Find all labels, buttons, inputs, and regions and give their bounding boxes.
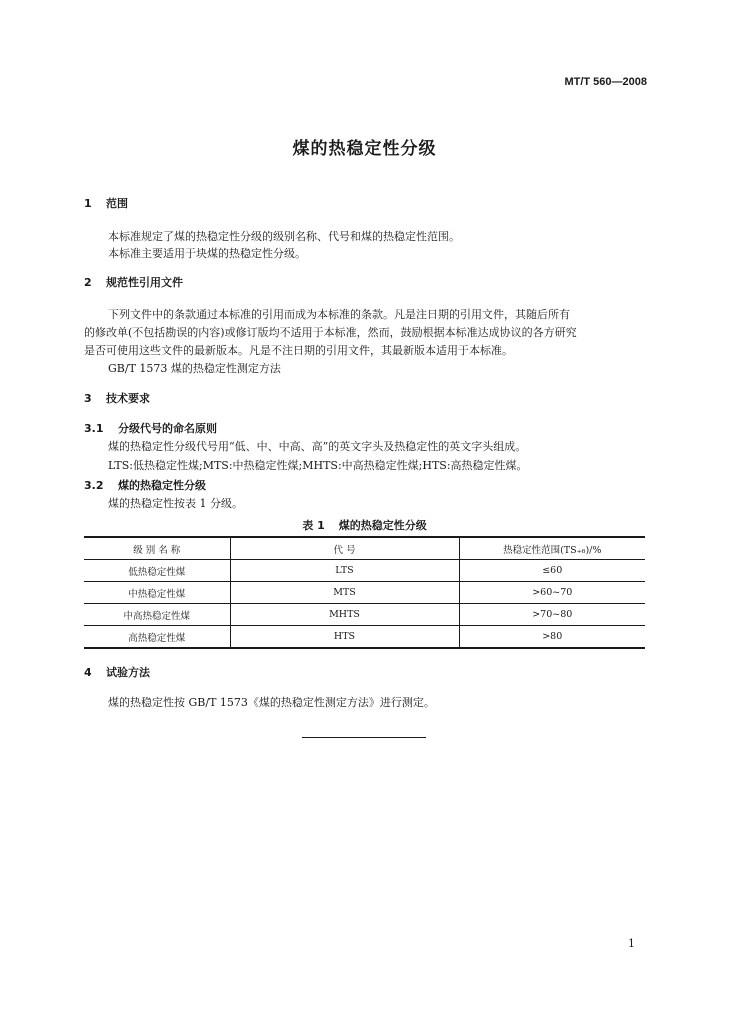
section-3-2-heading (84, 477, 206, 493)
section-number: 2 (84, 276, 92, 289)
coal-thermal-stability-table (84, 536, 645, 649)
section-number: 3.1 (84, 422, 104, 435)
table-caption (0, 517, 729, 533)
section-3-1-paragraph-1: 煤的热稳定性分级代号用“低、中、中高、高”的英文字头及热稳定性的英文字头组成。 (108, 440, 527, 453)
table-header-row (84, 537, 645, 560)
section-title: 技术要求 (106, 392, 150, 405)
section-2-paragraph-line-2: 的修改单(不包括勘误的内容)或修订版均不适用于本标准，然而，鼓励根据本标准达成协议的各方研究 (84, 326, 577, 339)
header-grade-name: 级 别 名 称 (84, 537, 230, 560)
section-number: 4 (84, 666, 92, 679)
end-separator-line (302, 737, 426, 738)
table-row (84, 604, 645, 626)
section-1-paragraph-2: 本标准主要适用于块煤的热稳定性分级。 (108, 247, 306, 260)
range-cell: ≤60 (459, 560, 645, 582)
section-title: 煤的热稳定性分级 (118, 479, 206, 492)
header-code: 代 号 (230, 537, 459, 560)
code-cell: MHTS (230, 604, 459, 626)
section-2-heading (84, 274, 183, 290)
section-4-paragraph: 煤的热稳定性按 GB/T 1573《煤的热稳定性测定方法》进行测定。 (108, 696, 435, 709)
section-3-1-paragraph-2: LTS:低热稳定性煤;MTS:中热稳定性煤;MHTS:中高热稳定性煤;HTS:高热稳定性煤。 (108, 459, 528, 472)
section-number: 3 (84, 392, 92, 405)
section-title: 规范性引用文件 (106, 276, 183, 289)
section-1-heading (84, 195, 128, 211)
section-3-heading (84, 390, 150, 406)
table-row (84, 626, 645, 649)
range-cell: >80 (459, 626, 645, 649)
table-row (84, 582, 645, 604)
section-2-paragraph-line-1: 下列文件中的条款通过本标准的引用而成为本标准的条款。凡是注日期的引用文件，其随后所有 (108, 308, 570, 321)
grade-name-cell: 中高热稳定性煤 (84, 604, 230, 626)
table-row (84, 560, 645, 582)
section-1-paragraph-1: 本标准规定了煤的热稳定性分级的级别名称、代号和煤的热稳定性范围。 (108, 230, 460, 243)
section-4-heading (84, 664, 150, 680)
normative-reference: GB/T 1573 煤的热稳定性测定方法 (108, 362, 281, 375)
grade-name-cell: 低热稳定性煤 (84, 560, 230, 582)
section-number: 3.2 (84, 479, 104, 492)
section-title: 试验方法 (106, 666, 150, 679)
code-cell: HTS (230, 626, 459, 649)
table-label: 表 1 (302, 519, 325, 532)
document-title: 煤的热稳定性分级 (292, 139, 437, 159)
section-2-paragraph-line-3: 是否可使用这些文件的最新版本。凡是不注日期的引用文件，其最新版本适用于本标准。 (84, 344, 513, 357)
code-cell: LTS (230, 560, 459, 582)
grade-name-cell: 高热稳定性煤 (84, 626, 230, 649)
header-stability-range: 热稳定性范围(TS₊₆)/% (459, 537, 645, 560)
section-number: 1 (84, 197, 92, 210)
standard-code: MT/T 560—2008 (564, 76, 647, 88)
section-title: 分级代号的命名原则 (118, 422, 217, 435)
table-caption-text: 煤的热稳定性分级 (338, 519, 427, 532)
page-number: 1 (628, 937, 635, 950)
section-title: 范围 (106, 197, 128, 210)
code-cell: MTS (230, 582, 459, 604)
section-3-2-paragraph: 煤的热稳定性按表 1 分级。 (108, 497, 243, 510)
range-cell: >70~80 (459, 604, 645, 626)
grade-name-cell: 中热稳定性煤 (84, 582, 230, 604)
range-cell: >60~70 (459, 582, 645, 604)
section-3-1-heading (84, 420, 217, 436)
